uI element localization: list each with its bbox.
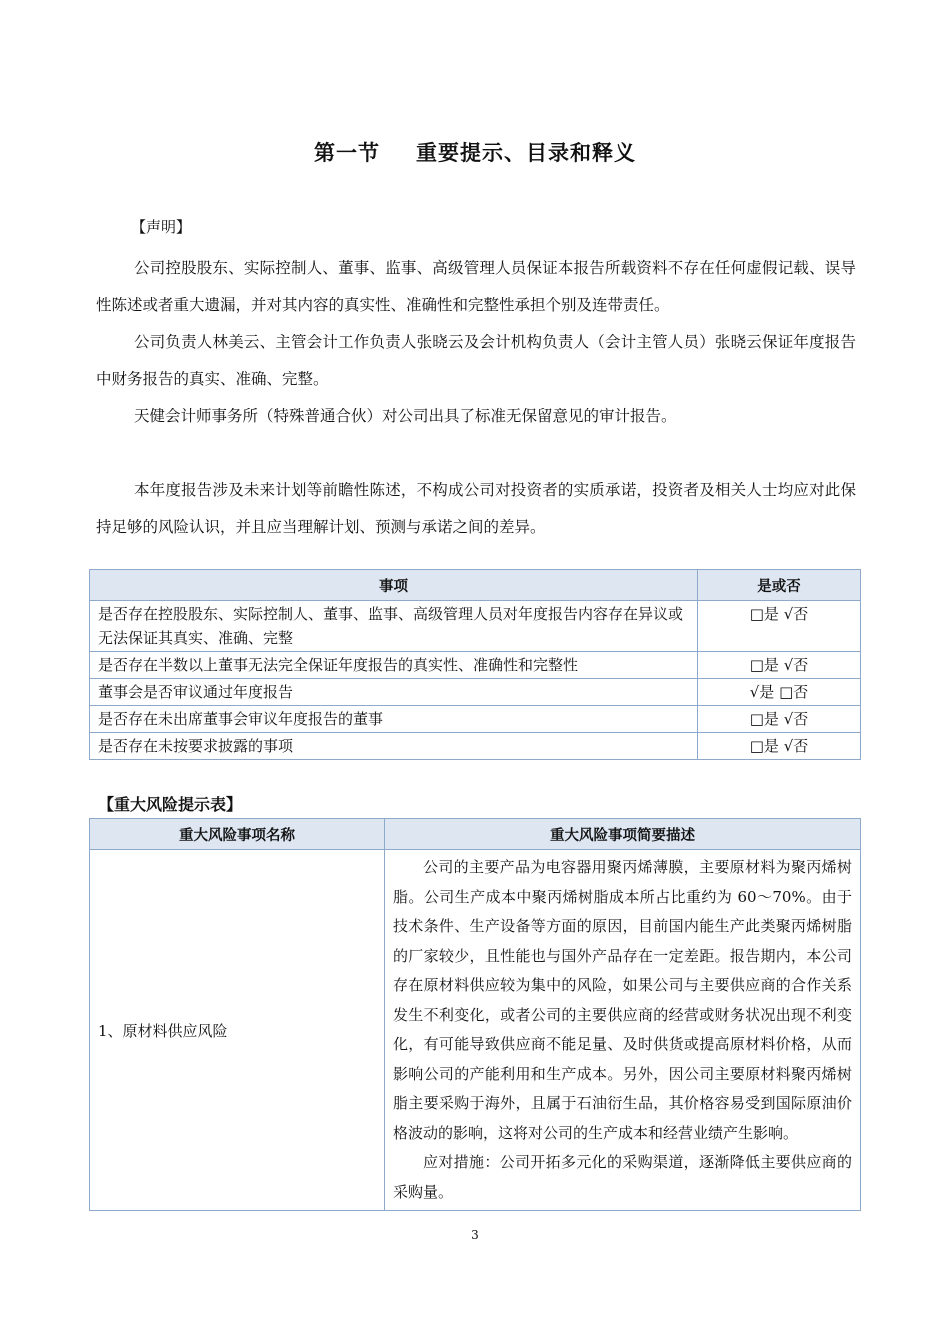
risk-section-title: 【重大风险提示表】 xyxy=(98,795,243,814)
matter-item: 董事会是否审议通过年度报告 xyxy=(90,679,698,706)
matter-item: 是否存在未出席董事会审议年度报告的董事 xyxy=(90,706,698,733)
matters-table xyxy=(89,569,861,760)
column-header: 重大风险事项名称 xyxy=(90,819,385,850)
page-number: 3 xyxy=(471,1228,479,1242)
table-row xyxy=(90,706,861,733)
declaration-paragraph: 公司负责人林美云、主管会计工作负责人张晓云及会计机构负责人（会计主管人员）张晓云保证年度报告中财务报告的真实、准确、完整。 xyxy=(96,333,856,388)
risk-description-cell xyxy=(385,850,861,1211)
matter-answer: □是 √否 xyxy=(698,601,861,652)
risk-table xyxy=(89,818,861,1211)
table-row xyxy=(90,733,861,760)
column-header: 重大风险事项简要描述 xyxy=(385,819,861,850)
matter-answer: □是 √否 xyxy=(698,733,861,760)
column-header: 是或否 xyxy=(698,570,861,601)
table-header-row xyxy=(90,570,861,601)
matter-item: 是否存在半数以上董事无法完全保证年度报告的真实性、准确性和完整性 xyxy=(90,652,698,679)
matter-answer: □是 √否 xyxy=(698,652,861,679)
table-row xyxy=(90,679,861,706)
risk-name: 1、原材料供应风险 xyxy=(90,850,385,1211)
forward-looking-paragraph: 本年度报告涉及未来计划等前瞻性陈述，不构成公司对投资者的实质承诺，投资者及相关人士均应对此保持足够的风险认识，并且应当理解计划、预测与承诺之间的差异。 xyxy=(96,481,856,536)
matter-answer: □是 √否 xyxy=(698,706,861,733)
matter-item: 是否存在未按要求披露的事项 xyxy=(90,733,698,760)
column-header: 事项 xyxy=(90,570,698,601)
page-title xyxy=(0,137,950,167)
declaration-paragraph: 天健会计师事务所（特殊普通合伙）对公司出具了标准无保留意见的审计报告。 xyxy=(134,407,677,425)
matter-answer: √是 □否 xyxy=(698,679,861,706)
table-header-row xyxy=(90,819,861,850)
matter-item: 是否存在控股股东、实际控制人、董事、监事、高级管理人员对年度报告内容存在异议或无法保证其真实、准确、完整 xyxy=(90,601,698,652)
risk-measures: 应对措施：公司开拓多元化的采购渠道，逐渐降低主要供应商的采购量。 xyxy=(393,1153,852,1201)
declaration-heading: 【声明】 xyxy=(131,218,192,236)
section-title: 重要提示、目录和释义 xyxy=(416,141,636,165)
table-row xyxy=(90,601,861,652)
declaration-paragraph: 公司控股股东、实际控制人、董事、监事、高级管理人员保证本报告所载资料不存在任何虚假记载、误导性陈述或者重大遗漏，并对其内容的真实性、准确性和完整性承担个别及连带责任。 xyxy=(96,259,856,314)
table-row xyxy=(90,850,861,1211)
table-row xyxy=(90,652,861,679)
risk-description: 公司的主要产品为电容器用聚丙烯薄膜，主要原材料为聚丙烯树脂。公司生产成本中聚丙烯树脂成本所占比重约为 60～70%。由于技术条件、生产设备等方面的原因，目前国内能生产此类聚丙烯树脂的厂家较少，且性能也与国外产品存在一定差距。报告期内，本公司存在原材料供应较为集中的风险，如果公司与主要供应商的合作关系发生不利变化，或者公司的主要供应商的经营或财务状况出现不利变化，有可能导致供应商不能足量、及时供货或提高原材料价格，从而影响公司的产能利用和生产成本。另外，因公司主要原材料聚丙烯树脂主要采购于海外，且属于石油衍生品，其价格容易受到国际原油价格波动的影响，这将对公司的生产成本和经营业绩产生影响。 xyxy=(393,858,852,1142)
section-number: 第一节 xyxy=(314,141,380,165)
